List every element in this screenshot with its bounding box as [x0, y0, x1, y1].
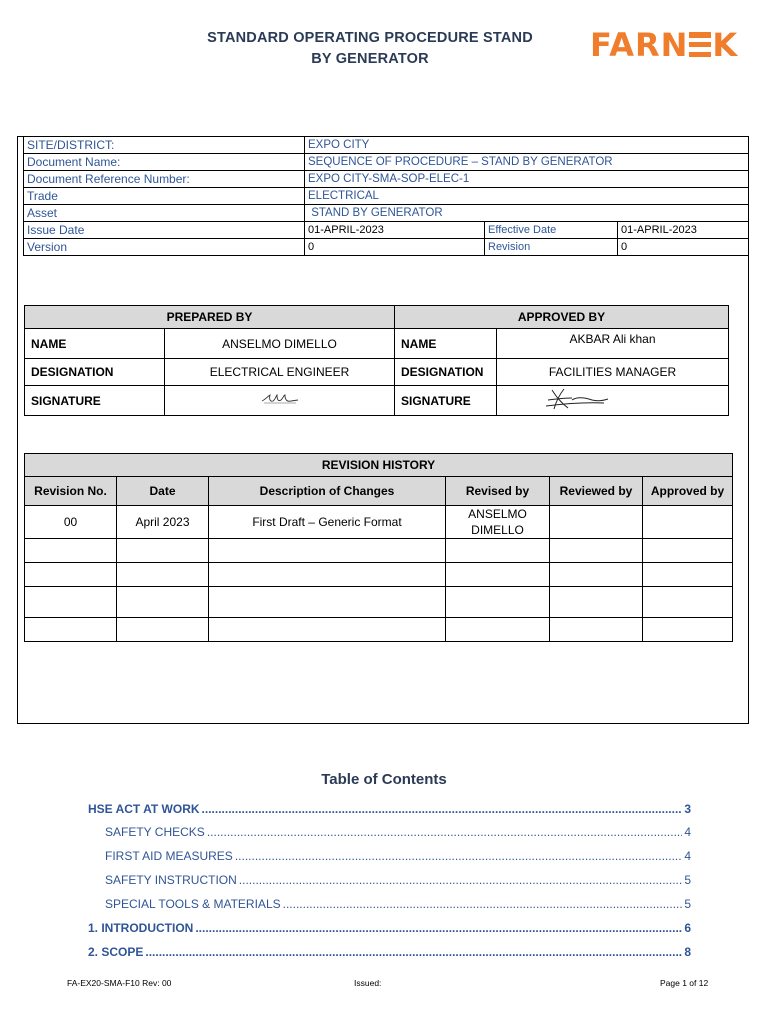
- logo-text-right: K: [712, 26, 739, 64]
- version-label: Version: [24, 239, 305, 256]
- toc-entry-page: 6: [684, 921, 691, 935]
- toc-entry-scope[interactable]: [88, 945, 691, 959]
- table-row-empty: [25, 563, 733, 587]
- info-row-site: [24, 137, 749, 154]
- toc-entry-safety-instruction[interactable]: [105, 873, 691, 887]
- toc-entry-label: HSE ACT AT WORK: [88, 802, 200, 816]
- approved-signature-label: SIGNATURE: [395, 386, 497, 416]
- column-header-date: Date: [117, 477, 209, 506]
- toc-entry-page: 5: [684, 873, 691, 887]
- logo-text-left: FARN: [590, 26, 689, 64]
- docref-label: Document Reference Number:: [24, 171, 305, 188]
- docname-value: SEQUENCE OF PROCEDURE – STAND BY GENERATOR: [305, 154, 749, 171]
- column-header-revision: Revision No.: [25, 477, 117, 506]
- asset-label: Asset: [24, 205, 305, 222]
- document-info-table: [23, 136, 749, 256]
- column-header-revised-by: Revised by: [446, 477, 550, 506]
- version-value: 0: [305, 239, 485, 256]
- site-value: EXPO CITY: [305, 137, 749, 154]
- toc-entry-page: 3: [684, 802, 691, 816]
- toc-entry-label: SPECIAL TOOLS & MATERIALS: [105, 897, 281, 911]
- table-row: [25, 506, 733, 539]
- docref-value: EXPO CITY-SMA-SOP-ELEC-1: [305, 171, 749, 188]
- prepared-designation-label: DESIGNATION: [25, 359, 165, 386]
- toc-entry-special-tools[interactable]: [105, 897, 691, 911]
- row-date: April 2023: [117, 506, 209, 539]
- row-revised-by: ANSELMO DIMELLO: [446, 506, 550, 539]
- toc-entry-hse[interactable]: [88, 802, 691, 816]
- issue-date-value: 01-APRIL-2023: [305, 222, 485, 239]
- toc-entry-label: SAFETY CHECKS: [105, 825, 205, 839]
- column-header-description: Description of Changes: [209, 477, 446, 506]
- trade-label: Trade: [24, 188, 305, 205]
- docname-label: Document Name:: [24, 154, 305, 171]
- row-revision: 00: [25, 506, 117, 539]
- column-header-approved-by: Approved by: [643, 477, 733, 506]
- toc-entry-label: SAFETY INSTRUCTION: [105, 873, 237, 887]
- site-label: SITE/DISTRICT:: [24, 137, 305, 154]
- asset-value: STAND BY GENERATOR: [305, 205, 749, 222]
- revision-label: Revision: [485, 239, 618, 256]
- prepared-name-label: NAME: [25, 329, 165, 359]
- approved-by-header: APPROVED BY: [395, 306, 729, 329]
- prepared-signature-icon: [260, 392, 300, 406]
- info-row-docname: [24, 154, 749, 171]
- prepared-signature-image: [165, 386, 395, 416]
- toc-entry-page: 4: [684, 849, 691, 863]
- prepared-designation-value: ELECTRICAL ENGINEER: [165, 359, 395, 386]
- toc-entry-label: FIRST AID MEASURES: [105, 849, 233, 863]
- prepared-name-value: ANSELMO DIMELLO: [165, 329, 395, 359]
- table-row-empty: [25, 539, 733, 563]
- info-row-version: [24, 239, 749, 256]
- revision-value: 0: [618, 239, 749, 256]
- revision-history-title: REVISION HISTORY: [25, 454, 733, 477]
- prepared-signature-label: SIGNATURE: [25, 386, 165, 416]
- document-title: [190, 28, 550, 70]
- prepared-by-header: PREPARED BY: [25, 306, 395, 329]
- title-line-2: BY GENERATOR: [311, 51, 429, 67]
- approved-name-value: AKBAR Ali khan: [497, 329, 729, 359]
- title-line-1: STANDARD OPERATING PROCEDURE STAND: [207, 30, 533, 46]
- revision-history-table: [24, 453, 733, 642]
- row-reviewed-by: [550, 506, 643, 539]
- info-row-asset: [24, 205, 749, 222]
- approved-signature-image: [497, 386, 729, 416]
- info-row-docref: [24, 171, 749, 188]
- table-row-empty: [25, 618, 733, 642]
- footer-page-number: Page 1 of 12: [660, 978, 709, 988]
- toc-entry-label: 2. SCOPE: [88, 945, 144, 959]
- row-description: First Draft – Generic Format: [209, 506, 446, 539]
- toc-entry-page: 5: [684, 897, 691, 911]
- effective-date-label: Effective Date: [485, 222, 618, 239]
- toc-title: Table of Contents: [321, 771, 447, 788]
- farnek-logo: [590, 26, 738, 64]
- info-row-trade: [24, 188, 749, 205]
- logo-e-icon: [689, 32, 711, 57]
- signoff-table: [24, 305, 729, 416]
- approved-signature-icon: [542, 386, 612, 412]
- toc-entry-safety-checks[interactable]: [105, 825, 691, 839]
- footer-issued: Issued:: [354, 978, 382, 988]
- toc-entry-introduction[interactable]: [88, 921, 691, 935]
- info-row-issue: [24, 222, 749, 239]
- toc-entry-page: 8: [684, 945, 691, 959]
- issue-date-label: Issue Date: [24, 222, 305, 239]
- toc-entry-label: 1. INTRODUCTION: [88, 921, 194, 935]
- effective-date-value: 01-APRIL-2023: [618, 222, 749, 239]
- approved-name-label: NAME: [395, 329, 497, 359]
- column-header-reviewed-by: Reviewed by: [550, 477, 643, 506]
- footer-form-ref: FA-EX20-SMA-F10 Rev: 00: [67, 978, 172, 988]
- trade-value: ELECTRICAL: [305, 188, 749, 205]
- approved-designation-label: DESIGNATION: [395, 359, 497, 386]
- toc-entry-page: 4: [684, 825, 691, 839]
- approved-designation-value: FACILITIES MANAGER: [497, 359, 729, 386]
- table-row-empty: [25, 587, 733, 618]
- toc-entry-first-aid[interactable]: [105, 849, 691, 863]
- row-approved-by: [643, 506, 733, 539]
